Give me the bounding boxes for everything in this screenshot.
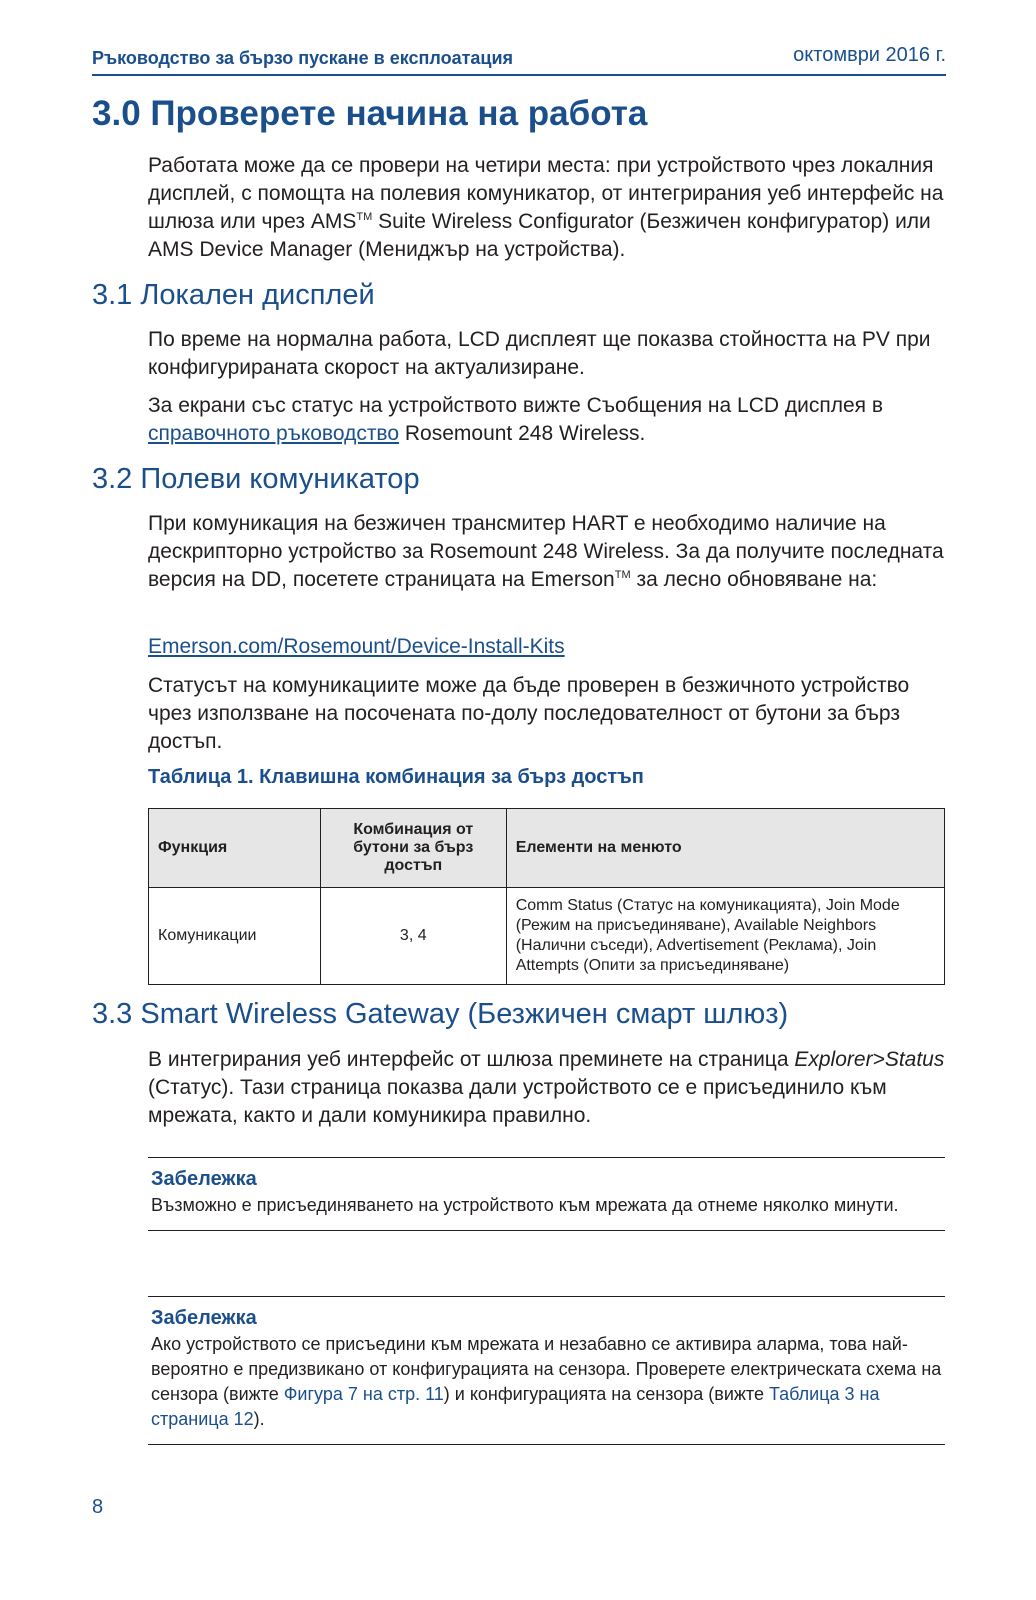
trademark-mark: TM xyxy=(356,211,373,223)
section-3-2-para-1-post: за лесно обновяване на: xyxy=(630,568,878,591)
section-3-3-body-post: (Статус). Тази страница показва дали устройството се е присъединило към мрежата, както и дали комуникира правилно. xyxy=(148,1076,887,1127)
page-header xyxy=(92,44,946,76)
section-3-2-title: 3.2 Полеви комуникатор xyxy=(92,463,420,495)
cell-fast-keys: 3, 4 xyxy=(320,888,506,985)
section-3-3-body xyxy=(148,1046,948,1130)
device-install-kits-link[interactable]: Emerson.com/Rosemount/Device-Install-Kits xyxy=(148,635,565,658)
table-1-caption: Таблица 1. Клавишна комбинация за бърз достъп xyxy=(148,766,644,788)
trademark-mark: TM xyxy=(614,569,631,581)
cell-function: Комуникации xyxy=(149,888,321,985)
section-3-1-title: 3.1 Локален дисплей xyxy=(92,279,375,311)
section-3-0-body-post: Suite Wireless Configurator (Безжичен конфигуратор) или AMS Device Manager (Мениджър на устройства). xyxy=(148,210,931,261)
note-2-body-post: ). xyxy=(253,1409,265,1429)
section-3-1-para-2 xyxy=(148,392,948,448)
note-2-body xyxy=(151,1332,945,1432)
note-box-2 xyxy=(148,1296,945,1445)
section-3-2-para-2 xyxy=(148,672,948,756)
explorer-status-path: Explorer>Status xyxy=(794,1048,945,1071)
section-3-1-para-1-text: По време на нормална работа, LCD дисплеят ще показва стойността на PV при конфигурираната скорост на актуализиране. xyxy=(148,328,931,379)
section-3-1-para-2-pre: За екрани със статус на устройството вижте Съобщения на LCD дисплея в xyxy=(148,394,884,417)
header-fast-key-sequence: Комбинация от бутони за бърз достъп xyxy=(320,809,506,888)
section-3-0-body xyxy=(148,152,948,264)
section-3-2-link-para xyxy=(148,633,948,661)
note-1-body: Възможно е присъединяването на устройството към мрежата да отнеме няколко минути. xyxy=(151,1195,899,1215)
table-row xyxy=(149,888,945,985)
note-box-1 xyxy=(148,1157,945,1231)
note-2-title: Забележка xyxy=(151,1307,257,1329)
reference-manual-link[interactable]: справочното ръководство xyxy=(148,422,400,445)
header-date: октомври 2016 г. xyxy=(793,44,946,66)
header-function: Функция xyxy=(149,809,321,888)
section-3-2-para-1-pre: При комуникация на безжичен трансмитер HART е необходимо наличие на дескрипторно устройство за Rosemount 248 Wireless. За да получите последната версия на DD, посетете страницата на Emerson xyxy=(148,512,944,591)
note-1-title: Забележка xyxy=(151,1168,257,1190)
table-3-link[interactable]: Таблица 3 на страница 12 xyxy=(151,1384,880,1429)
header-document-title: Ръководство за бързо пускане в експлоатация xyxy=(92,48,514,68)
section-3-3-body-pre: В интегрирания уеб интерфейс от шлюза преминете на страница xyxy=(148,1048,795,1071)
section-3-2-para-1 xyxy=(148,510,948,594)
section-3-3-title: 3.3 Smart Wireless Gateway (Безжичен смарт шлюз) xyxy=(92,998,789,1030)
table-header-row xyxy=(149,809,945,888)
section-3-1-para-1 xyxy=(148,326,948,382)
note-2-body-mid: ) и конфигурацията на сензора (вижте xyxy=(443,1384,769,1404)
cell-menu-items: Comm Status (Статус на комуникацията), Join Mode (Режим на присъединяване), Available Neighbors (Налични съседи), Advertisement (Реклама), Join Attempts (Опити за присъединяване) xyxy=(506,888,944,985)
fast-key-table xyxy=(148,808,945,985)
section-3-0-title: 3.0 Проверете начина на работа xyxy=(92,94,648,133)
header-menu-items: Елементи на менюто xyxy=(506,809,944,888)
section-3-1-para-2-post: Rosemount 248 Wireless. xyxy=(399,422,646,445)
section-3-2-para-2-text: Статусът на комуникациите може да бъде проверен в безжичното устройство чрез използване на посочената по-долу последователност от бутони за бърз достъп. xyxy=(148,674,910,753)
figure-7-link[interactable]: Фигура 7 на стр. 11 xyxy=(283,1384,444,1404)
section-3-0-body-pre: Работата може да се провери на четири места: при устройството чрез локалния дисплей, с помощта на полевия комуникатор, от интегрирания уеб интерфейс на шлюза или чрез AMS xyxy=(148,154,944,233)
note-2-body-pre: Ако устройството се присъедини към мрежата и незабавно се активира аларма, това най-вероятно е предизвикано от конфигурацията на сензора. Проверете електрическата схема на сензора (вижте xyxy=(151,1334,942,1404)
page-number: 8 xyxy=(92,1496,104,1518)
